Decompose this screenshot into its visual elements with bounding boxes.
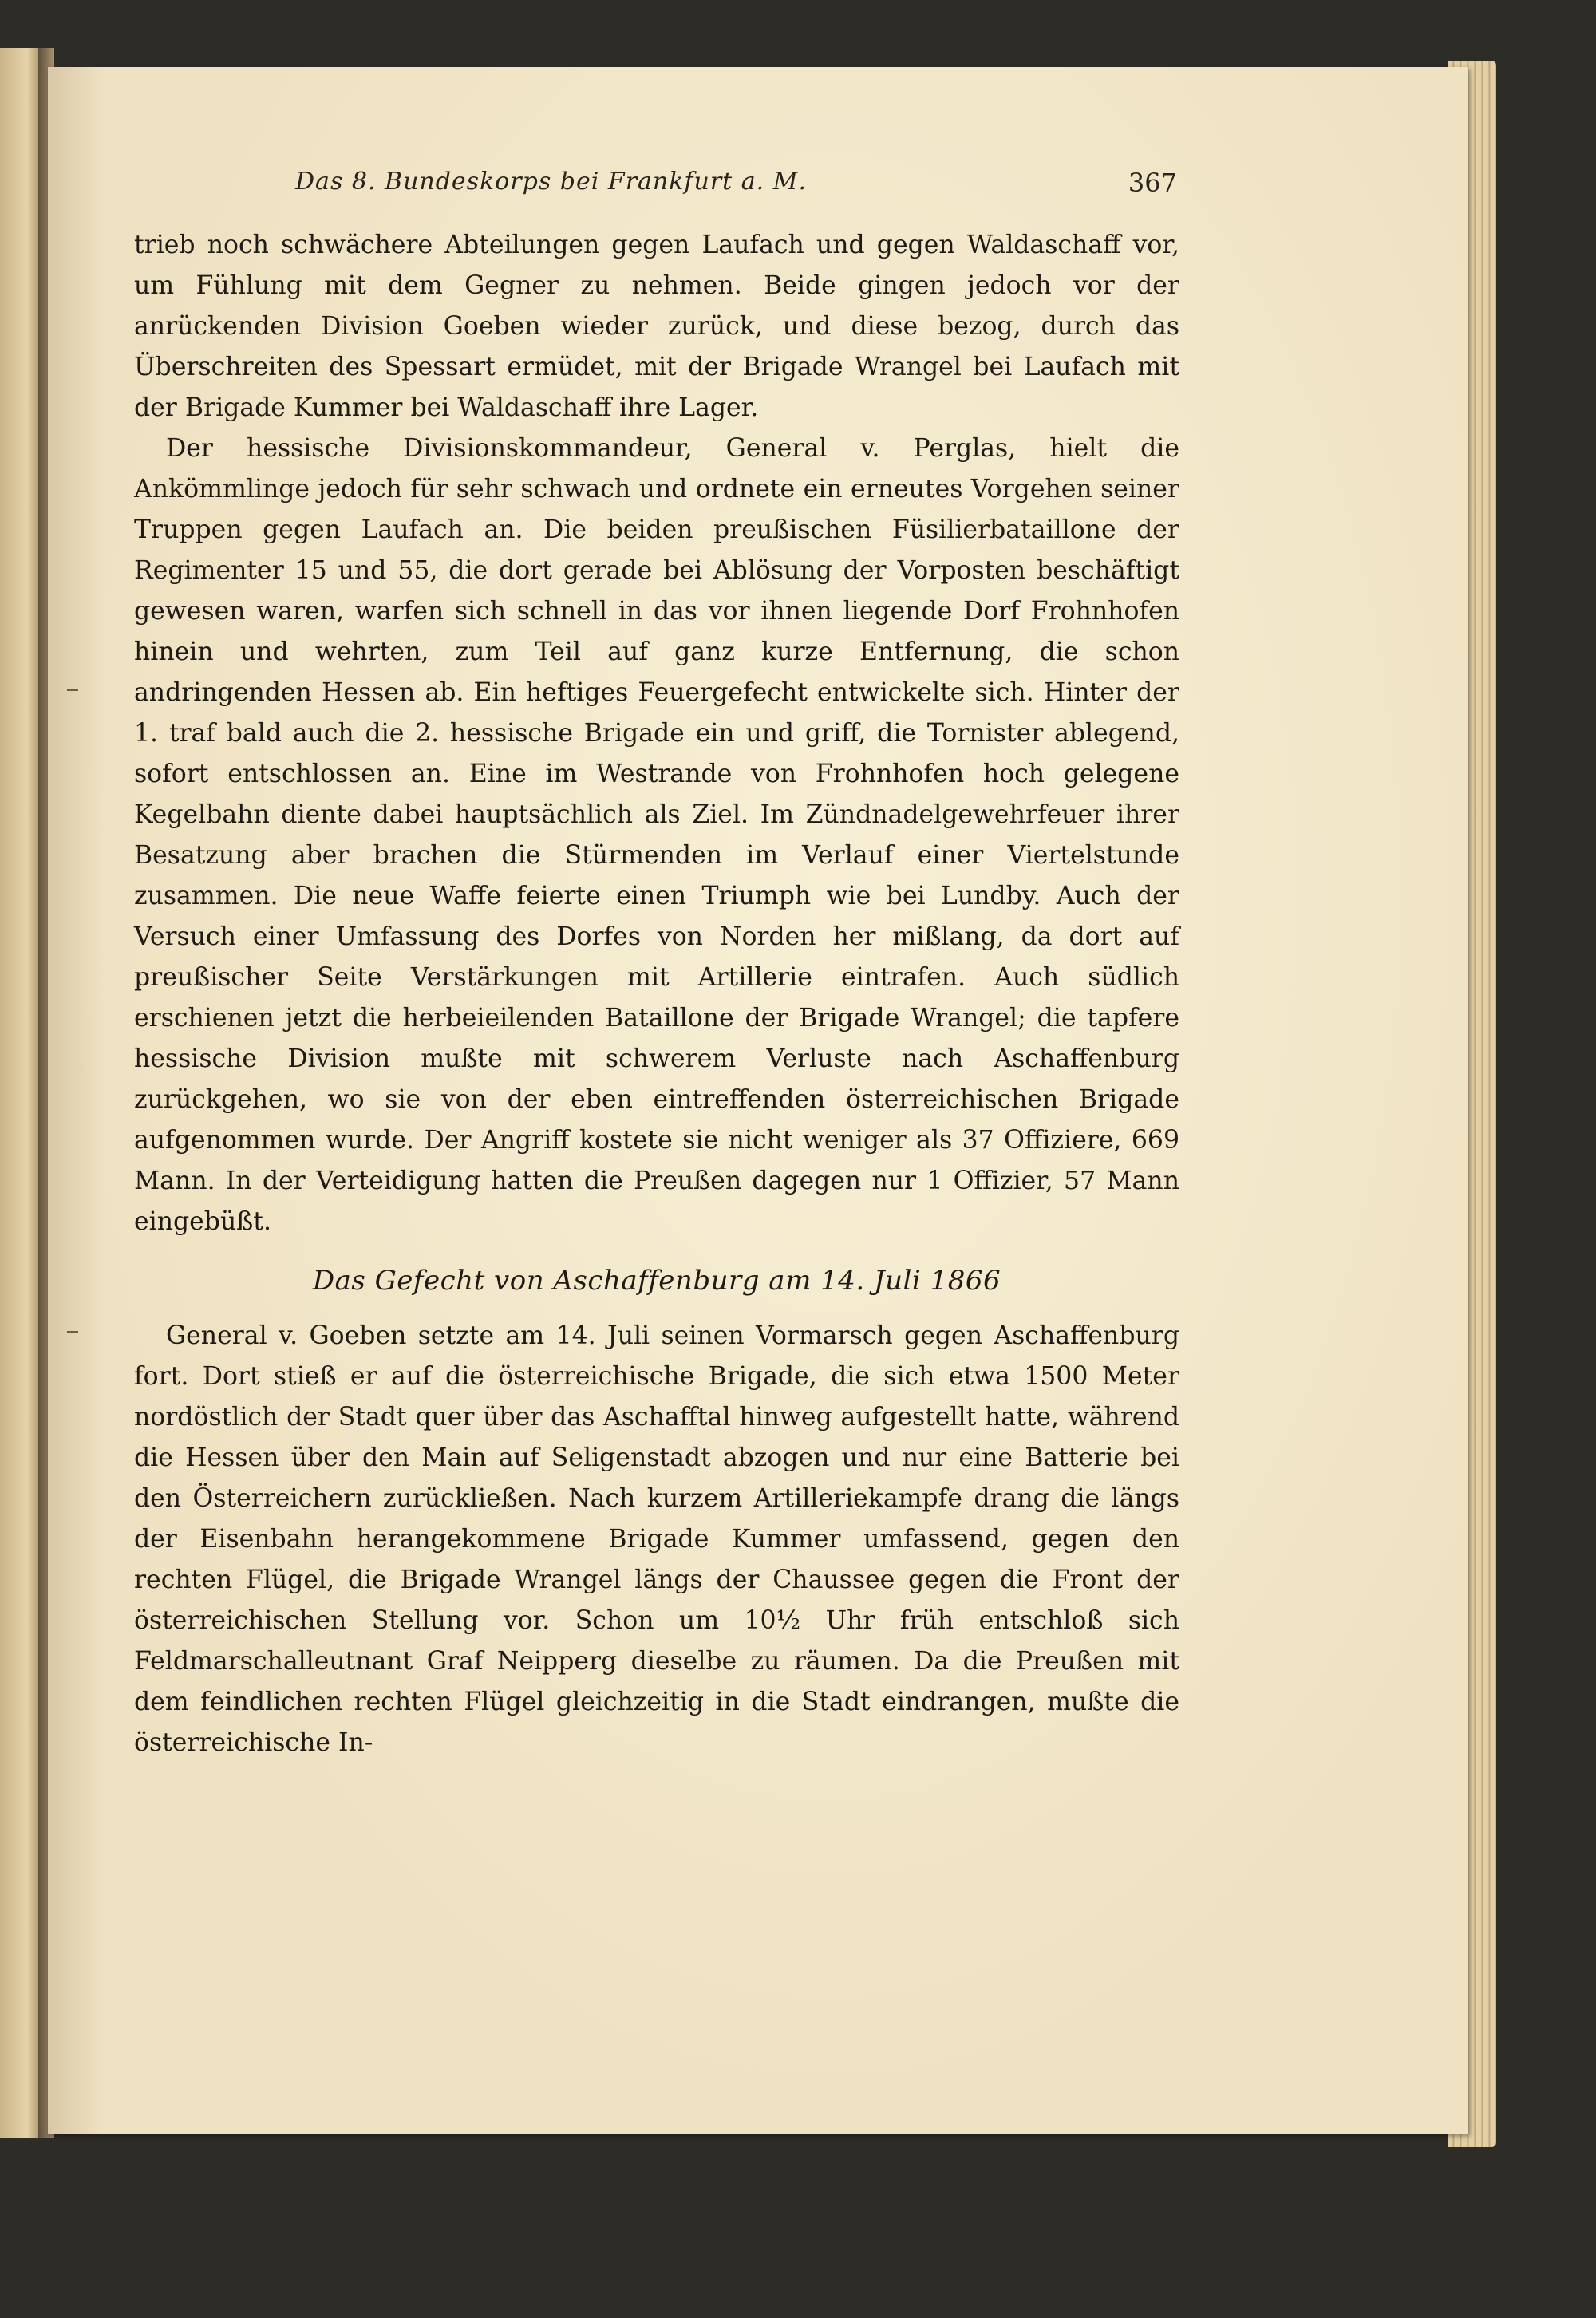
body-text bbox=[134, 225, 1179, 1763]
paragraph: Der hessische Divisionskommandeur, General v. Perglas, hielt die Ankömmlinge jedoch für sehr schwach und ordnete ein erneutes Vorgehen seiner Truppen gegen Laufach an. Die beiden preußischen Füsilierbataillone der Regimenter 15 und 55, die dort gerade bei Ablösung der Vorposten beschäftigt gewesen waren, warfen sich schnell in das vor ihnen liegende Dorf Frohnhofen hinein und wehrten, zum Teil auf ganz kurze Entfernung, die schon andringenden Hessen ab. Ein heftiges Feuergefecht entwickelte sich. Hinter der 1. traf bald auch die 2. hessische Brigade ein und griff, die Tornister ablegend, sofort entschlossen an. Eine im Westrande von Frohnhofen hoch gelegene Kegelbahn diente dabei hauptsächlich als Ziel. Im Zündnadelgewehrfeuer ihrer Besatzung aber brachen die Stürmenden im Verlauf einer Viertelstunde zusammen. Die neue Waffe feierte einen Triumph wie bei Lundby. Auch der Versuch einer Umfassung des Dorfes von Norden her mißlang, da dort auf preußischer Seite Verstärkungen mit Artillerie eintrafen. Auch südlich erschienen jetzt die herbeieilenden Bataillone der Brigade Wrangel; die tapfere hessische Division mußte mit schwerem Verluste nach Aschaffenburg zurückgehen, wo sie von der eben eintreffenden österreichischen Brigade aufgenommen wurde. Der Angriff kostete sie nicht weniger als 37 Offiziere, 669 Mann. In der Verteidigung hatten die Preußen dagegen nur 1 Offizier, 57 Mann eingebüßt. bbox=[134, 434, 1179, 1236]
section-heading: Das Gefecht von Aschaffenburg am 14. Juli 1866 bbox=[312, 1265, 1001, 1297]
paragraph: trieb noch schwächere Abteilungen gegen Laufach und gegen Waldaschaff vor, um Fühlung mit dem Gegner zu nehmen. Beide gingen jedoch vor der anrückenden Division Goeben wieder zurück, und diese bezog, durch das Überschreiten des Spessart ermüdet, mit der Brigade Wrangel bei Laufach mit der Brigade Kummer bei Waldaschaff ihre Lager. bbox=[134, 231, 1179, 422]
page-header bbox=[136, 168, 1177, 204]
margin-mark bbox=[67, 1331, 78, 1333]
page-number: 367 bbox=[1128, 168, 1177, 198]
paragraph: General v. Goeben setzte am 14. Juli seinen Vormarsch gegen Aschaffenburg fort. Dort stieß er auf die österreichische Brigade, die sich etwa 1500 Meter nordöstlich der Stadt quer über das Aschafftal hinweg aufgestellt hatte, während die Hessen über den Main auf Seligenstadt abzogen und nur eine Batterie bei den Österreichern zurückließen. Nach kurzem Artilleriekampfe drang die längs der Eisenbahn herangekommene Brigade Kummer umfassend, gegen den rechten Flügel, die Brigade Wrangel längs der Chaussee gegen die Front der österreichischen Stellung vor. Schon um 10½ Uhr früh entschloß sich Feldmarschalleutnant Graf Neipperg dieselbe zu räumen. Da die Preußen mit dem feindlichen rechten Flügel gleichzeitig in die Stadt eindrangen, mußte die österreichische In- bbox=[134, 1321, 1179, 1757]
previous-page-edge bbox=[0, 48, 38, 2138]
margin-mark bbox=[67, 689, 78, 691]
running-title: Das 8. Bundeskorps bei Frankfurt a. M. bbox=[295, 168, 807, 195]
